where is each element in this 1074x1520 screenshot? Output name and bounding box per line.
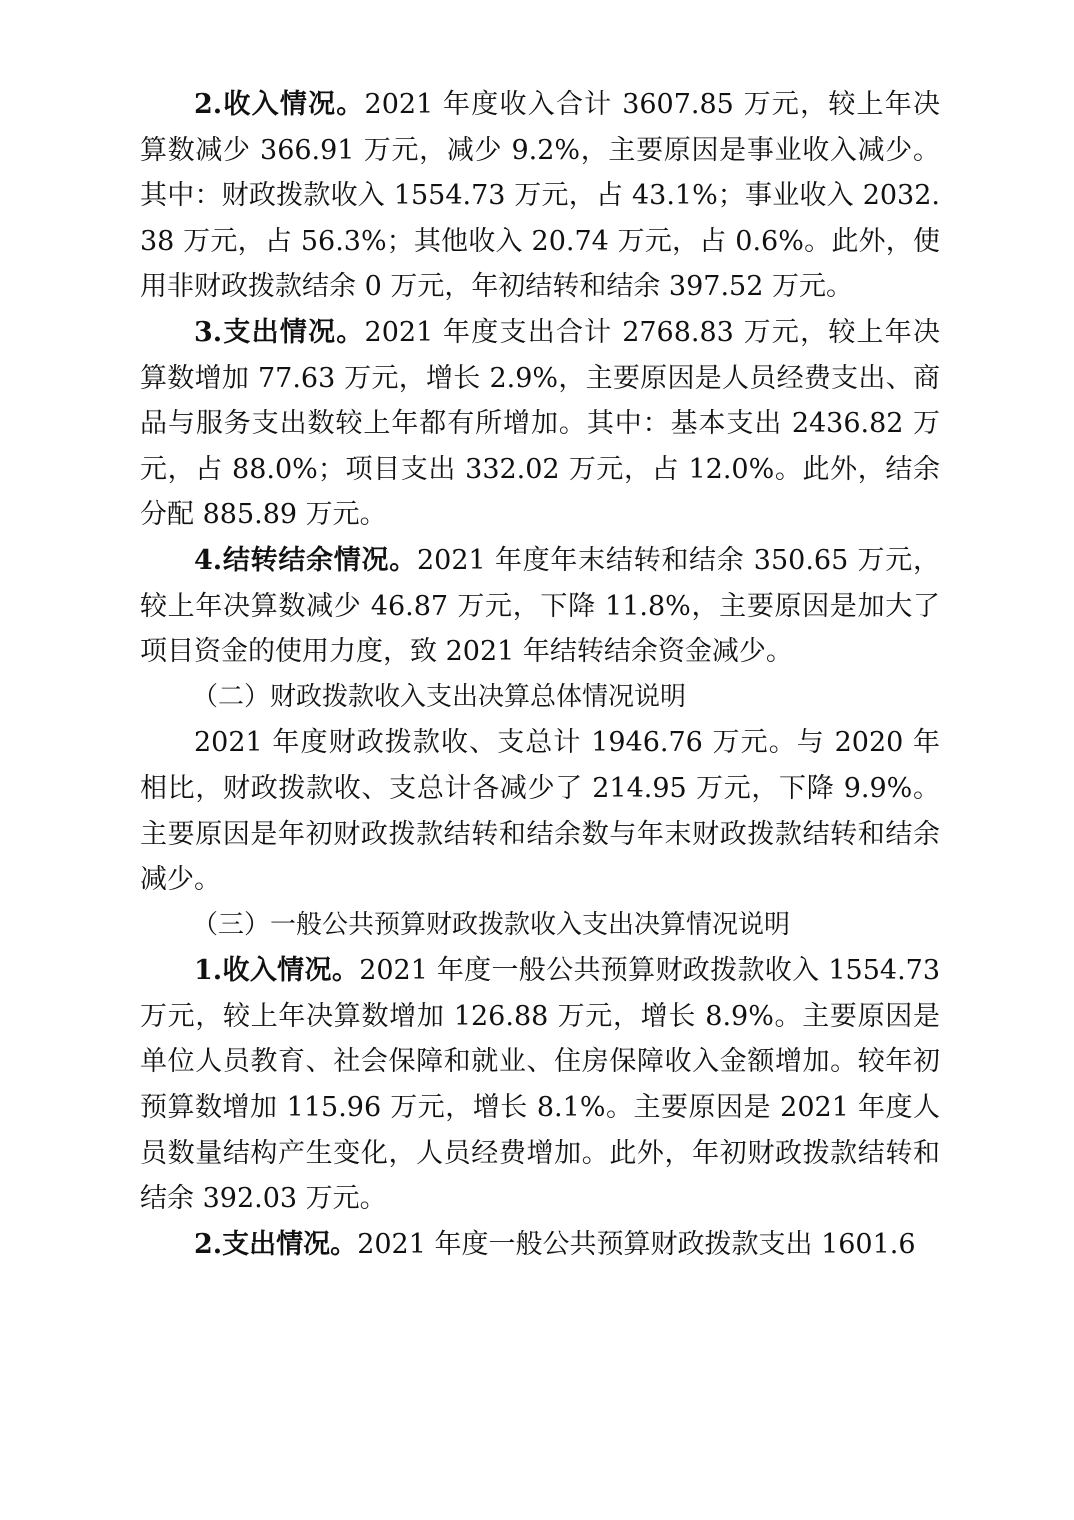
general-income-heading: 1.收入情况。 — [194, 955, 360, 987]
general-expenditure-paragraph — [140, 1222, 940, 1268]
document-page — [140, 82, 940, 1267]
carryover-text: 2021 年度年末结转和结余 350.65 万元，较上年决算数减少 46.87 万元，下降 11.8%，主要原因是加大了项目资金的使用力度，致 2021 年结转结余资金减少。 — [140, 544, 941, 668]
carryover-heading: 4.结转结余情况。 — [194, 544, 417, 576]
fiscal-total-paragraph — [140, 720, 940, 902]
fiscal-total-text: 2021 年度财政拨款收、支总计 1946.76 万元。与 2020 年相比，财政拨款收、支总计各减少了 214.95 万元，下降 9.9%。主要原因是年初财政拨款结转和结余数与年末财政拨款结转和结余减少。 — [140, 727, 940, 896]
general-expenditure-heading: 2.支出情况。 — [194, 1228, 358, 1260]
carryover-paragraph — [140, 538, 940, 675]
income-paragraph — [140, 82, 940, 310]
general-expenditure-text: 2021 年度一般公共预算财政拨款支出 1601.6 — [357, 1228, 916, 1260]
section-heading-2: （二）财政拨款收入支出决算总体情况说明 — [192, 681, 687, 712]
expenditure-text: 2021 年度支出合计 2768.83 万元，较上年决算数增加 77.63 万元，增长 2.9%，主要原因是人员经费支出、商品与服务支出数较上年都有所增加。其中：基本支出 2436.82 万元，占 88.0%；项目支出 332.02 万元，占 12.0%。此外，结余分配 885.89 万元。 — [140, 316, 940, 531]
income-text: 2021 年度收入合计 3607.85 万元，较上年决算数减少 366.91 万元，减少 9.2%，主要原因是事业收入减少。其中：财政拨款收入 1554.73 万元，占 43.1%；事业收入 2032.38 万元，占 56.3%；其他收入 20.74 万元，占 0.6%。此外，使用非财政拨款结余 0 万元，年初结转和结余 397.52 万元。 — [140, 89, 940, 303]
expenditure-paragraph — [140, 310, 940, 538]
general-income-paragraph — [140, 948, 940, 1222]
section-heading-3: （三）一般公共预算财政拨款收入支出决算情况说明 — [192, 909, 791, 940]
expenditure-heading: 3.支出情况。 — [194, 316, 365, 348]
general-income-text: 2021 年度一般公共预算财政拨款收入 1554.73 万元，较上年决算数增加 126.88 万元，增长 8.9%。主要原因是单位人员教育、社会保障和就业、住房保障收入金额增加。较年初预算数增加 115.96 万元，增长 8.1%。主要原因是 2021 年度人员数量结构产生变化，人员经费增加。此外，年初财政拨款结转和结余 392.03 万元。 — [140, 955, 941, 1215]
income-heading: 2.收入情况。 — [194, 89, 365, 120]
